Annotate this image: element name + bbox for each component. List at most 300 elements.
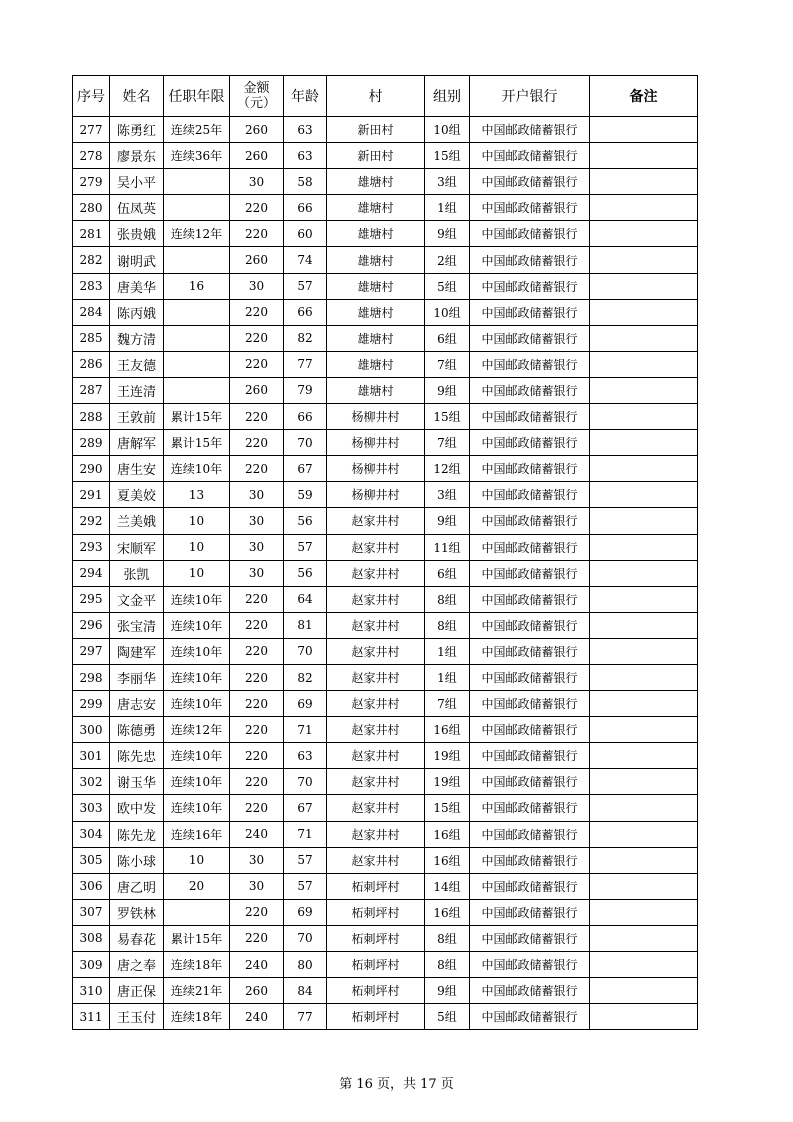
cell-tenure: [164, 377, 230, 403]
cell-amount: 220: [230, 221, 284, 247]
cell-amount: 30: [230, 508, 284, 534]
cell-tenure: 连续16年: [164, 821, 230, 847]
header-group: 组别: [425, 76, 470, 117]
table-row: [73, 508, 698, 534]
cell-bank: 中国邮政储蓄银行: [470, 195, 590, 221]
cell-tenure: 10: [164, 534, 230, 560]
cell-age: 58: [284, 169, 327, 195]
cell-tenure: 累计15年: [164, 404, 230, 430]
cell-remark: [590, 325, 698, 351]
cell-bank: 中国邮政储蓄银行: [470, 221, 590, 247]
cell-seq: 308: [73, 925, 110, 951]
table-row: [73, 195, 698, 221]
cell-name: 陈小球: [110, 847, 164, 873]
cell-tenure: [164, 325, 230, 351]
cell-bank: 中国邮政储蓄银行: [470, 351, 590, 377]
cell-name: 张贵娥: [110, 221, 164, 247]
cell-village: 雄塘村: [327, 247, 425, 273]
cell-group: 8组: [425, 925, 470, 951]
cell-group: 3组: [425, 482, 470, 508]
table-row: [73, 899, 698, 925]
cell-group: 15组: [425, 143, 470, 169]
cell-bank: 中国邮政储蓄银行: [470, 717, 590, 743]
cell-amount: 220: [230, 717, 284, 743]
cell-amount: 220: [230, 456, 284, 482]
cell-remark: [590, 664, 698, 690]
cell-remark: [590, 508, 698, 534]
cell-age: 60: [284, 221, 327, 247]
cell-amount: 220: [230, 925, 284, 951]
cell-remark: [590, 612, 698, 638]
table-row: [73, 456, 698, 482]
cell-seq: 289: [73, 430, 110, 456]
cell-group: 1组: [425, 638, 470, 664]
cell-seq: 288: [73, 404, 110, 430]
cell-bank: 中国邮政储蓄银行: [470, 430, 590, 456]
cell-amount: 30: [230, 873, 284, 899]
cell-bank: 中国邮政储蓄银行: [470, 586, 590, 612]
cell-tenure: 累计15年: [164, 925, 230, 951]
cell-group: 11组: [425, 534, 470, 560]
cell-tenure: 连续18年: [164, 1004, 230, 1030]
cell-remark: [590, 143, 698, 169]
cell-tenure: 连续25年: [164, 117, 230, 143]
cell-tenure: [164, 899, 230, 925]
cell-remark: [590, 117, 698, 143]
cell-remark: [590, 404, 698, 430]
cell-tenure: 16: [164, 273, 230, 299]
cell-group: 19组: [425, 769, 470, 795]
table-row: [73, 325, 698, 351]
cell-tenure: [164, 299, 230, 325]
cell-group: 9组: [425, 508, 470, 534]
cell-seq: 277: [73, 117, 110, 143]
cell-bank: 中国邮政储蓄银行: [470, 169, 590, 195]
cell-group: 9组: [425, 377, 470, 403]
cell-village: 赵家井村: [327, 691, 425, 717]
cell-seq: 284: [73, 299, 110, 325]
cell-group: 16组: [425, 899, 470, 925]
table-row: [73, 847, 698, 873]
cell-group: 3组: [425, 169, 470, 195]
cell-name: 唐正保: [110, 978, 164, 1004]
cell-group: 14组: [425, 873, 470, 899]
table-row: [73, 743, 698, 769]
cell-name: 唐生安: [110, 456, 164, 482]
cell-bank: 中国邮政储蓄银行: [470, 691, 590, 717]
cell-amount: 220: [230, 638, 284, 664]
cell-tenure: 13: [164, 482, 230, 508]
header-amount-label: 金额: [243, 81, 270, 96]
cell-bank: 中国邮政储蓄银行: [470, 821, 590, 847]
cell-bank: 中国邮政储蓄银行: [470, 899, 590, 925]
cell-remark: [590, 247, 698, 273]
cell-name: 欧中发: [110, 795, 164, 821]
cell-tenure: [164, 247, 230, 273]
cell-seq: 291: [73, 482, 110, 508]
cell-remark: [590, 638, 698, 664]
cell-village: 柘刺坪村: [327, 978, 425, 1004]
cell-tenure: 连续36年: [164, 143, 230, 169]
cell-remark: [590, 899, 698, 925]
cell-name: 张凯: [110, 560, 164, 586]
cell-bank: 中国邮政储蓄银行: [470, 247, 590, 273]
cell-tenure: 连续10年: [164, 456, 230, 482]
cell-amount: 220: [230, 351, 284, 377]
cell-bank: 中国邮政储蓄银行: [470, 638, 590, 664]
cell-remark: [590, 273, 698, 299]
cell-remark: [590, 351, 698, 377]
cell-group: 9组: [425, 978, 470, 1004]
table-row: [73, 978, 698, 1004]
cell-bank: 中国邮政储蓄银行: [470, 1004, 590, 1030]
header-amount: [230, 76, 284, 117]
cell-bank: 中国邮政储蓄银行: [470, 664, 590, 690]
cell-amount: 220: [230, 195, 284, 221]
cell-name: 魏方清: [110, 325, 164, 351]
cell-name: 陈先龙: [110, 821, 164, 847]
cell-age: 77: [284, 1004, 327, 1030]
cell-remark: [590, 717, 698, 743]
cell-remark: [590, 821, 698, 847]
cell-village: 赵家井村: [327, 508, 425, 534]
table-row: [73, 247, 698, 273]
cell-seq: 282: [73, 247, 110, 273]
table-row: [73, 560, 698, 586]
cell-tenure: [164, 169, 230, 195]
table-body: [73, 117, 698, 1030]
cell-bank: 中国邮政储蓄银行: [470, 847, 590, 873]
cell-amount: 220: [230, 325, 284, 351]
cell-village: 柘刺坪村: [327, 899, 425, 925]
table-row: [73, 482, 698, 508]
cell-remark: [590, 456, 698, 482]
cell-village: 柘刺坪村: [327, 925, 425, 951]
cell-amount: 220: [230, 691, 284, 717]
cell-tenure: 累计15年: [164, 430, 230, 456]
cell-tenure: 连续10年: [164, 691, 230, 717]
cell-seq: 309: [73, 952, 110, 978]
cell-amount: 220: [230, 899, 284, 925]
table-row: [73, 664, 698, 690]
cell-amount: 30: [230, 169, 284, 195]
cell-amount: 260: [230, 377, 284, 403]
cell-village: 赵家井村: [327, 743, 425, 769]
cell-age: 82: [284, 664, 327, 690]
cell-amount: 220: [230, 795, 284, 821]
cell-amount: 220: [230, 664, 284, 690]
table-row: [73, 821, 698, 847]
cell-tenure: 10: [164, 847, 230, 873]
cell-age: 66: [284, 195, 327, 221]
header-remark: 备注: [590, 76, 698, 117]
cell-age: 70: [284, 638, 327, 664]
cell-age: 77: [284, 351, 327, 377]
header-tenure: 任职年限: [164, 76, 230, 117]
cell-village: 杨柳井村: [327, 430, 425, 456]
cell-village: 柘刺坪村: [327, 952, 425, 978]
cell-amount: 260: [230, 143, 284, 169]
cell-name: 文金平: [110, 586, 164, 612]
header-row: [73, 76, 698, 117]
cell-group: 1组: [425, 195, 470, 221]
cell-group: 8组: [425, 952, 470, 978]
cell-village: 雄塘村: [327, 169, 425, 195]
cell-name: 王连清: [110, 377, 164, 403]
cell-remark: [590, 743, 698, 769]
cell-tenure: 10: [164, 508, 230, 534]
cell-age: 69: [284, 899, 327, 925]
cell-amount: 30: [230, 273, 284, 299]
cell-village: 赵家井村: [327, 664, 425, 690]
cell-name: 陶建军: [110, 638, 164, 664]
table-row: [73, 769, 698, 795]
cell-age: 84: [284, 978, 327, 1004]
cell-name: 伍凤英: [110, 195, 164, 221]
cell-remark: [590, 769, 698, 795]
cell-remark: [590, 560, 698, 586]
cell-bank: 中国邮政储蓄银行: [470, 117, 590, 143]
cell-seq: 296: [73, 612, 110, 638]
cell-group: 16组: [425, 717, 470, 743]
cell-remark: [590, 795, 698, 821]
header-bank: 开户银行: [470, 76, 590, 117]
cell-seq: 286: [73, 351, 110, 377]
cell-seq: 300: [73, 717, 110, 743]
cell-amount: 220: [230, 586, 284, 612]
cell-bank: 中国邮政储蓄银行: [470, 795, 590, 821]
cell-age: 57: [284, 873, 327, 899]
cell-remark: [590, 430, 698, 456]
cell-bank: 中国邮政储蓄银行: [470, 482, 590, 508]
cell-group: 12组: [425, 456, 470, 482]
table-row: [73, 351, 698, 377]
cell-remark: [590, 221, 698, 247]
cell-name: 谢明武: [110, 247, 164, 273]
cell-tenure: [164, 351, 230, 377]
table-row: [73, 586, 698, 612]
cell-village: 雄塘村: [327, 325, 425, 351]
cell-seq: 285: [73, 325, 110, 351]
cell-name: 陈先忠: [110, 743, 164, 769]
cell-group: 1组: [425, 664, 470, 690]
cell-age: 67: [284, 456, 327, 482]
cell-remark: [590, 847, 698, 873]
header-seq: 序号: [73, 76, 110, 117]
cell-remark: [590, 586, 698, 612]
cell-village: 雄塘村: [327, 351, 425, 377]
cell-name: 唐乙明: [110, 873, 164, 899]
cell-amount: 30: [230, 847, 284, 873]
data-table: [72, 75, 698, 1030]
table-row: [73, 612, 698, 638]
cell-name: 李丽华: [110, 664, 164, 690]
cell-group: 8组: [425, 612, 470, 638]
cell-bank: 中国邮政储蓄银行: [470, 404, 590, 430]
cell-seq: 304: [73, 821, 110, 847]
cell-seq: 292: [73, 508, 110, 534]
cell-remark: [590, 691, 698, 717]
cell-tenure: [164, 195, 230, 221]
cell-age: 79: [284, 377, 327, 403]
cell-village: 赵家井村: [327, 795, 425, 821]
cell-remark: [590, 195, 698, 221]
cell-tenure: 连续10年: [164, 612, 230, 638]
cell-group: 6组: [425, 325, 470, 351]
table-row: [73, 117, 698, 143]
cell-name: 王友德: [110, 351, 164, 377]
cell-village: 雄塘村: [327, 195, 425, 221]
cell-age: 80: [284, 952, 327, 978]
cell-age: 57: [284, 847, 327, 873]
table-row: [73, 273, 698, 299]
cell-village: 赵家井村: [327, 560, 425, 586]
table-row: [73, 430, 698, 456]
cell-bank: 中国邮政储蓄银行: [470, 925, 590, 951]
cell-seq: 278: [73, 143, 110, 169]
cell-bank: 中国邮政储蓄银行: [470, 508, 590, 534]
cell-seq: 295: [73, 586, 110, 612]
cell-name: 陈丙娥: [110, 299, 164, 325]
cell-name: 易春花: [110, 925, 164, 951]
cell-tenure: 连续18年: [164, 952, 230, 978]
cell-name: 罗铁林: [110, 899, 164, 925]
cell-remark: [590, 299, 698, 325]
cell-group: 2组: [425, 247, 470, 273]
cell-name: 廖景东: [110, 143, 164, 169]
cell-tenure: 连续10年: [164, 743, 230, 769]
cell-amount: 220: [230, 769, 284, 795]
cell-bank: 中国邮政储蓄银行: [470, 325, 590, 351]
cell-amount: 220: [230, 612, 284, 638]
header-name: 姓名: [110, 76, 164, 117]
cell-tenure: 20: [164, 873, 230, 899]
cell-bank: 中国邮政储蓄银行: [470, 560, 590, 586]
cell-bank: 中国邮政储蓄银行: [470, 769, 590, 795]
cell-tenure: 连续10年: [164, 769, 230, 795]
cell-seq: 299: [73, 691, 110, 717]
table-row: [73, 143, 698, 169]
cell-age: 69: [284, 691, 327, 717]
cell-name: 宋顺军: [110, 534, 164, 560]
cell-name: 王敦前: [110, 404, 164, 430]
cell-amount: 220: [230, 430, 284, 456]
table-row: [73, 404, 698, 430]
cell-age: 70: [284, 769, 327, 795]
cell-village: 赵家井村: [327, 586, 425, 612]
cell-age: 71: [284, 821, 327, 847]
cell-amount: 260: [230, 978, 284, 1004]
cell-group: 5组: [425, 1004, 470, 1030]
cell-remark: [590, 873, 698, 899]
cell-seq: 290: [73, 456, 110, 482]
cell-amount: 240: [230, 821, 284, 847]
cell-remark: [590, 377, 698, 403]
cell-name: 夏美姣: [110, 482, 164, 508]
cell-group: 15组: [425, 404, 470, 430]
cell-seq: 303: [73, 795, 110, 821]
cell-village: 雄塘村: [327, 221, 425, 247]
cell-group: 7组: [425, 691, 470, 717]
cell-name: 陈勇红: [110, 117, 164, 143]
cell-bank: 中国邮政储蓄银行: [470, 978, 590, 1004]
cell-seq: 305: [73, 847, 110, 873]
cell-amount: 260: [230, 117, 284, 143]
cell-village: 杨柳井村: [327, 482, 425, 508]
cell-amount: 220: [230, 299, 284, 325]
cell-village: 赵家井村: [327, 638, 425, 664]
cell-age: 71: [284, 717, 327, 743]
cell-name: 唐解军: [110, 430, 164, 456]
cell-village: 赵家井村: [327, 717, 425, 743]
cell-group: 10组: [425, 117, 470, 143]
cell-bank: 中国邮政储蓄银行: [470, 377, 590, 403]
cell-group: 9组: [425, 221, 470, 247]
table-row: [73, 377, 698, 403]
cell-remark: [590, 534, 698, 560]
cell-name: 谢玉华: [110, 769, 164, 795]
cell-age: 57: [284, 273, 327, 299]
cell-tenure: 连续21年: [164, 978, 230, 1004]
cell-age: 67: [284, 795, 327, 821]
cell-village: 赵家井村: [327, 821, 425, 847]
cell-seq: 311: [73, 1004, 110, 1030]
cell-tenure: 连续10年: [164, 586, 230, 612]
cell-remark: [590, 978, 698, 1004]
cell-village: 新田村: [327, 143, 425, 169]
cell-group: 8组: [425, 586, 470, 612]
cell-age: 56: [284, 508, 327, 534]
cell-amount: 30: [230, 560, 284, 586]
table-row: [73, 1004, 698, 1030]
table-row: [73, 925, 698, 951]
cell-name: 陈德勇: [110, 717, 164, 743]
cell-name: 吴小平: [110, 169, 164, 195]
cell-name: 唐之奉: [110, 952, 164, 978]
cell-group: 6组: [425, 560, 470, 586]
cell-age: 59: [284, 482, 327, 508]
cell-village: 赵家井村: [327, 534, 425, 560]
table-row: [73, 691, 698, 717]
cell-seq: 294: [73, 560, 110, 586]
cell-village: 柘刺坪村: [327, 1004, 425, 1030]
cell-village: 赵家井村: [327, 769, 425, 795]
table-row: [73, 299, 698, 325]
cell-village: 柘刺坪村: [327, 873, 425, 899]
header-village: 村: [327, 76, 425, 117]
cell-tenure: 连续10年: [164, 795, 230, 821]
table-row: [73, 795, 698, 821]
cell-group: 15组: [425, 795, 470, 821]
cell-seq: 310: [73, 978, 110, 1004]
cell-seq: 301: [73, 743, 110, 769]
cell-bank: 中国邮政储蓄银行: [470, 534, 590, 560]
cell-age: 63: [284, 117, 327, 143]
cell-bank: 中国邮政储蓄银行: [470, 299, 590, 325]
header-age: 年龄: [284, 76, 327, 117]
cell-bank: 中国邮政储蓄银行: [470, 873, 590, 899]
cell-seq: 293: [73, 534, 110, 560]
cell-village: 新田村: [327, 117, 425, 143]
cell-age: 63: [284, 743, 327, 769]
cell-age: 63: [284, 143, 327, 169]
cell-bank: 中国邮政储蓄银行: [470, 743, 590, 769]
cell-village: 雄塘村: [327, 377, 425, 403]
cell-remark: [590, 1004, 698, 1030]
cell-village: 杨柳井村: [327, 404, 425, 430]
cell-bank: 中国邮政储蓄银行: [470, 143, 590, 169]
cell-tenure: 连续12年: [164, 221, 230, 247]
